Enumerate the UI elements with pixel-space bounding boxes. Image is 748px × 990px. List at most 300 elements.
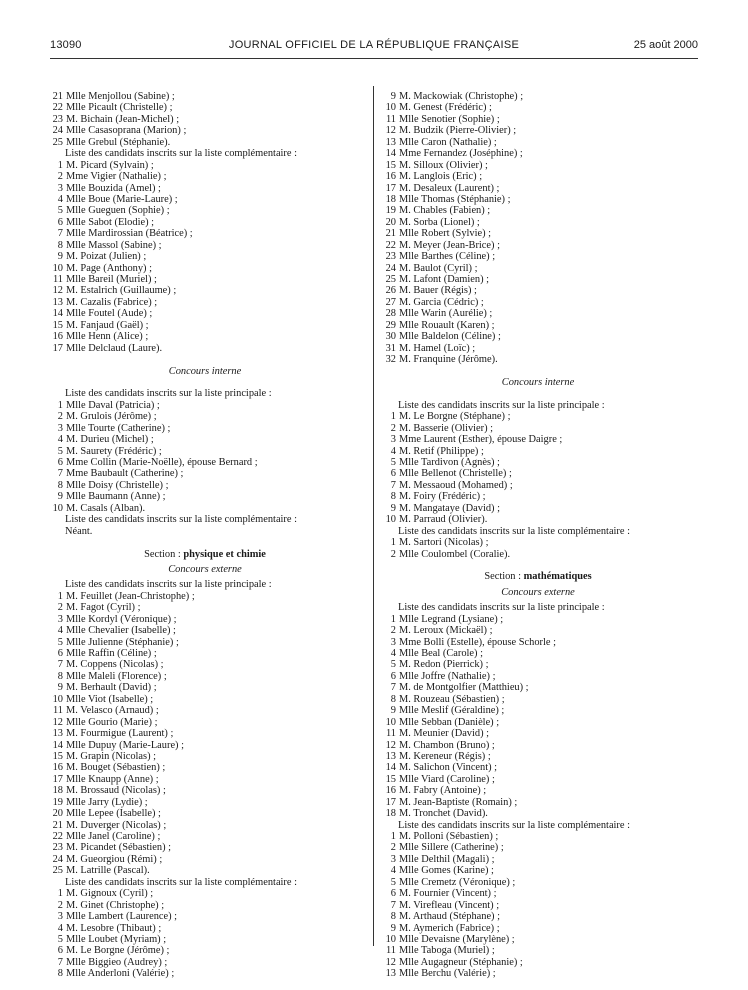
entry-rank: 12 — [52, 716, 63, 728]
candidate-entry — [383, 228, 693, 239]
candidate-name: Mlle Cremetz (Véronique) ; — [399, 876, 516, 888]
candidate-entry — [50, 740, 360, 751]
candidate-entry — [50, 911, 360, 922]
entry-rank: 18 — [52, 785, 63, 797]
entry-rank: 6 — [57, 457, 63, 468]
candidate-entry — [50, 171, 360, 182]
candidate-name: M. Fabry (Antoine) ; — [399, 785, 487, 797]
entry-rank: 22 — [385, 239, 396, 251]
entry-rank: 4 — [57, 193, 63, 205]
candidate-entry — [50, 625, 360, 636]
entry-rank: 5 — [390, 457, 396, 468]
competition-heading: Concours externe — [501, 586, 575, 598]
entry-rank: 2 — [390, 625, 396, 637]
candidate-entry — [50, 591, 360, 602]
candidate-name: M. Baulot (Cyril) ; — [399, 262, 478, 274]
candidate-entry — [383, 183, 693, 194]
entry-rank: 8 — [57, 968, 63, 980]
candidate-entry — [50, 491, 360, 502]
candidate-name: Mlle Anderloni (Valérie) ; — [66, 968, 175, 980]
candidate-name: M. Gueorgiou (Rémi) ; — [66, 853, 163, 865]
candidate-name: M. Grapin (Nicolas) ; — [66, 750, 157, 762]
candidate-name: M. Chables (Fabien) ; — [399, 205, 491, 217]
entry-rank: 3 — [390, 636, 396, 648]
candidate-name: Mlle Lepee (Isabelle) ; — [66, 808, 161, 820]
candidate-name: Mlle Viot (Isabelle) ; — [66, 693, 154, 705]
candidate-name: Mlle Coulombel (Coralie). — [399, 548, 511, 560]
candidate-entry — [383, 549, 693, 560]
entry-rank: 7 — [57, 659, 63, 671]
candidate-name: Mme Laurent (Esther), épouse Daigre ; — [399, 434, 563, 446]
entry-rank: 6 — [390, 888, 396, 900]
entry-rank: 6 — [390, 468, 396, 480]
entry-rank: 10 — [52, 693, 63, 705]
entry-rank: 9 — [57, 251, 63, 263]
entry-rank: 1 — [57, 159, 63, 171]
candidate-entry — [383, 354, 693, 365]
entry-rank: 4 — [390, 865, 396, 877]
entry-rank: 8 — [57, 239, 63, 251]
candidate-entry — [50, 228, 360, 239]
candidate-name: M. Fourmigue (Laurent) ; — [66, 728, 174, 740]
candidate-entry — [383, 423, 693, 434]
candidate-name: M. Ginet (Christophe) ; — [66, 899, 165, 911]
candidate-entry — [383, 331, 693, 342]
candidate-name: M. Coppens (Nicolas) ; — [66, 659, 164, 671]
candidate-name: M. Gignoux (Cyril) ; — [66, 888, 154, 900]
candidate-name: Mlle Thomas (Stéphanie) ; — [399, 193, 511, 205]
entry-rank: 10 — [385, 514, 396, 526]
entry-rank: 15 — [52, 319, 63, 331]
candidate-entry — [50, 251, 360, 262]
candidate-entry — [50, 648, 360, 659]
candidate-entry — [50, 274, 360, 285]
entry-rank: 3 — [57, 911, 63, 923]
candidate-entry — [383, 694, 693, 705]
candidate-entry — [50, 888, 360, 899]
entry-rank: 1 — [57, 888, 63, 900]
entry-rank: 7 — [390, 479, 396, 491]
candidate-name: Mlle Janel (Caroline) ; — [66, 831, 161, 842]
candidate-name: Mlle Caron (Nathalie) ; — [399, 136, 497, 148]
entry-rank: 17 — [52, 342, 63, 354]
candidate-name: Mlle Sillere (Catherine) ; — [399, 842, 504, 854]
candidate-name: Mlle Delclaud (Laure). — [66, 342, 163, 354]
entry-rank: 2 — [57, 171, 63, 183]
candidate-name: M. Retif (Philippe) ; — [399, 445, 484, 457]
entry-rank: 22 — [52, 831, 63, 842]
candidate-name: Mme Baubault (Catherine) ; — [66, 468, 184, 480]
candidate-name: Mlle Menjollou (Sabine) ; — [66, 91, 175, 102]
entry-rank: 5 — [57, 636, 63, 648]
candidate-entry — [50, 717, 360, 728]
candidate-name: Mlle Rouault (Karen) ; — [399, 319, 495, 331]
entry-rank: 17 — [385, 796, 396, 808]
candidate-entry — [50, 411, 360, 422]
candidate-entry — [383, 842, 693, 853]
entry-rank: 9 — [57, 682, 63, 694]
entry-rank: 20 — [52, 808, 63, 820]
candidate-entry — [50, 217, 360, 228]
candidate-entry — [50, 160, 360, 171]
entry-rank: 5 — [57, 445, 63, 457]
candidate-name: Mlle Raffin (Céline) ; — [66, 648, 157, 659]
candidate-entry — [383, 682, 693, 693]
publication-date: 25 août 2000 — [633, 39, 698, 51]
candidate-entry — [50, 762, 360, 773]
candidate-entry — [50, 614, 360, 625]
section-name: physique et chimie — [183, 548, 266, 560]
entry-rank: 5 — [390, 659, 396, 671]
candidate-name: Mlle Knaupp (Anne) ; — [66, 773, 159, 785]
candidate-entry — [50, 842, 360, 853]
candidate-name: M. Berhault (David) ; — [66, 682, 157, 694]
entry-rank: 8 — [390, 911, 396, 923]
entry-rank: 12 — [385, 125, 396, 137]
entry-rank: 17 — [385, 182, 396, 194]
candidate-name: M. Durieu (Michel) ; — [66, 434, 154, 446]
candidate-entry — [383, 194, 693, 205]
candidate-entry — [50, 331, 360, 342]
section-label: Section : — [144, 548, 184, 560]
candidate-name: M. Page (Anthony) ; — [66, 262, 153, 274]
candidate-name: M. Chambon (Bruno) ; — [399, 739, 495, 751]
candidate-name: M. Casals (Alban). — [66, 502, 146, 514]
entry-rank: 6 — [390, 670, 396, 682]
candidate-name: M. Arthaud (Stéphane) ; — [399, 911, 500, 923]
candidate-entry — [50, 102, 360, 113]
candidate-name: Mlle Massol (Sabine) ; — [66, 239, 162, 251]
candidate-entry — [50, 865, 360, 876]
entry-rank: 9 — [57, 491, 63, 503]
candidate-entry — [383, 468, 693, 479]
header-rule — [50, 58, 698, 59]
candidate-entry — [50, 831, 360, 842]
candidate-name: M. Fagot (Cyril) ; — [66, 602, 141, 614]
candidate-entry — [50, 194, 360, 205]
entry-rank: 1 — [57, 590, 63, 602]
entry-rank: 24 — [385, 262, 396, 274]
candidate-name: Mlle Chevalier (Isabelle) ; — [66, 625, 176, 637]
entry-rank: 10 — [385, 716, 396, 728]
entry-rank: 4 — [57, 625, 63, 637]
entry-rank: 2 — [57, 899, 63, 911]
candidate-name: Mlle Taboga (Muriel) ; — [399, 945, 495, 957]
candidate-entry — [50, 934, 360, 945]
candidate-name: Mlle Gourio (Marie) ; — [66, 716, 158, 728]
candidate-entry — [50, 400, 360, 411]
candidate-name: M. Poizat (Julien) ; — [66, 251, 147, 263]
candidate-entry — [50, 854, 360, 865]
entry-rank: 7 — [390, 899, 396, 911]
entry-rank: 19 — [385, 205, 396, 217]
candidate-name: M. Desaleux (Laurent) ; — [399, 182, 500, 194]
candidate-name: M. Latrille (Pascal). — [66, 865, 150, 877]
candidate-entry — [383, 343, 693, 354]
candidate-entry — [50, 751, 360, 762]
entry-rank: 23 — [52, 113, 63, 125]
candidate-name: M. Bichain (Jean-Michel) ; — [66, 113, 180, 125]
candidate-name: M. Messaoud (Mohamed) ; — [399, 479, 513, 491]
candidate-entry — [383, 911, 693, 922]
candidate-entry — [50, 945, 360, 956]
entry-rank: 14 — [385, 762, 396, 774]
candidate-entry — [50, 91, 360, 102]
list-heading: Liste des candidats inscrits sur la liste complémentaire : — [398, 819, 630, 831]
entry-rank: 10 — [52, 262, 63, 274]
candidate-name: M. Picard (Sylvain) ; — [66, 159, 154, 171]
candidate-name: M. Leroux (Mickaël) ; — [399, 625, 493, 637]
candidate-name: Mlle Mardirossian (Béatrice) ; — [66, 228, 193, 240]
entry-rank: 21 — [52, 819, 63, 831]
candidate-entry — [383, 217, 693, 228]
candidate-entry — [50, 285, 360, 296]
entry-rank: 24 — [52, 853, 63, 865]
candidate-entry — [383, 411, 693, 422]
candidate-name: M. Lafont (Damien) ; — [399, 274, 490, 285]
spacer — [50, 377, 360, 388]
candidate-name: Mlle Bouzida (Amel) ; — [66, 182, 161, 194]
candidate-name: M. Foiry (Frédéric) ; — [399, 491, 486, 503]
list-heading: Liste des candidats inscrits sur la liste complémentaire : — [65, 876, 297, 888]
list-heading: Liste des candidats inscrits sur la liste principale : — [65, 579, 272, 591]
candidate-entry — [383, 320, 693, 331]
entry-rank: 15 — [52, 750, 63, 762]
candidate-name: M. Fournier (Vincent) ; — [399, 888, 497, 900]
candidate-entry — [383, 797, 693, 808]
candidate-entry — [383, 537, 693, 548]
candidate-entry — [383, 705, 693, 716]
candidate-name: M. Franquine (Jérôme). — [399, 354, 498, 366]
candidate-name: M. Hamel (Loïc) ; — [399, 342, 476, 354]
candidate-entry — [50, 446, 360, 457]
entry-rank: 6 — [57, 945, 63, 957]
list-heading: Liste des candidats inscrits sur la liste complémentaire : — [65, 514, 297, 526]
candidate-name: Mlle Joffre (Nathalie) ; — [399, 670, 496, 682]
entry-rank: 4 — [57, 922, 63, 934]
candidate-entry — [50, 637, 360, 648]
candidate-name: Mlle Lambert (Laurence) ; — [66, 911, 178, 923]
candidate-entry — [383, 945, 693, 956]
candidate-name: Mlle Gomes (Karine) ; — [399, 865, 494, 877]
spacer — [383, 366, 693, 377]
section-label: Section : — [484, 571, 524, 583]
candidate-entry — [50, 774, 360, 785]
candidate-entry — [383, 659, 693, 670]
candidate-name: Mlle Warin (Aurélie) ; — [399, 308, 493, 320]
candidate-entry — [50, 125, 360, 136]
candidate-entry — [383, 446, 693, 457]
candidate-name: M. Aymerich (Fabrice) ; — [399, 922, 500, 934]
entry-rank: 1 — [390, 831, 396, 842]
entry-rank: 3 — [57, 613, 63, 625]
entry-rank: 1 — [390, 411, 396, 423]
candidate-entry — [50, 602, 360, 613]
entry-rank: 6 — [57, 648, 63, 659]
entry-rank: 23 — [385, 251, 396, 263]
entry-rank: 7 — [57, 228, 63, 240]
candidate-entry — [50, 923, 360, 934]
entry-rank: 27 — [385, 296, 396, 308]
entry-rank: 12 — [385, 739, 396, 751]
entry-rank: 25 — [385, 274, 396, 285]
entry-rank: 30 — [385, 331, 396, 343]
candidate-entry — [383, 503, 693, 514]
candidate-name: M. Meyer (Jean-Brice) ; — [399, 239, 500, 251]
entry-rank: 14 — [385, 148, 396, 160]
candidate-entry — [383, 205, 693, 216]
candidate-entry — [383, 148, 693, 159]
candidate-entry — [383, 774, 693, 785]
candidate-entry — [383, 637, 693, 648]
candidate-entry — [383, 648, 693, 659]
candidate-entry — [50, 785, 360, 796]
candidate-name: M. Polloni (Sébastien) ; — [399, 831, 499, 842]
candidate-name: Mlle Biggieo (Audrey) ; — [66, 956, 168, 968]
candidate-name: Mlle Augagneur (Stéphanie) ; — [399, 956, 523, 968]
entry-rank: 22 — [52, 102, 63, 114]
candidate-name: M. Lesobre (Thibaut) ; — [66, 922, 162, 934]
candidate-entry — [383, 808, 693, 819]
candidate-name: M. Rouzeau (Sébastien) ; — [399, 693, 505, 705]
candidate-entry — [383, 125, 693, 136]
entry-rank: 28 — [385, 308, 396, 320]
candidate-entry — [50, 671, 360, 682]
entry-rank: 12 — [385, 956, 396, 968]
candidate-entry — [383, 865, 693, 876]
candidate-entry — [50, 468, 360, 479]
candidate-entry — [383, 923, 693, 934]
candidate-entry — [50, 682, 360, 693]
candidate-name: Mlle Berchu (Valérie) ; — [399, 968, 496, 980]
candidate-entry — [383, 854, 693, 865]
entry-rank: 9 — [390, 705, 396, 717]
candidate-entry — [383, 263, 693, 274]
entry-rank: 8 — [390, 491, 396, 503]
candidate-name: M. Fanjaud (Gaël) ; — [66, 319, 149, 331]
spacer — [383, 560, 693, 571]
candidate-entry — [383, 762, 693, 773]
candidate-entry — [383, 480, 693, 491]
candidate-entry — [383, 785, 693, 796]
candidate-entry — [383, 491, 693, 502]
candidate-name: M. Parraud (Olivier). — [399, 514, 488, 526]
competition-heading: Concours interne — [168, 365, 242, 377]
candidate-entry — [50, 423, 360, 434]
candidate-entry — [50, 694, 360, 705]
candidate-name: Mlle Baldelon (Céline) ; — [399, 331, 501, 343]
entry-rank: 2 — [390, 842, 396, 854]
entry-rank: 11 — [385, 113, 396, 125]
candidate-entry — [383, 514, 693, 525]
entry-rank: 1 — [390, 613, 396, 625]
candidate-name: Mlle Jarry (Lydie) ; — [66, 796, 148, 808]
entry-rank: 26 — [385, 285, 396, 297]
candidate-name: Mlle Dupuy (Marie-Laure) ; — [66, 739, 185, 751]
section-name: mathématiques — [523, 571, 592, 583]
entry-rank: 3 — [57, 422, 63, 434]
candidate-name: Mlle Devaisne (Marylène) ; — [399, 933, 515, 945]
entry-rank: 17 — [52, 773, 63, 785]
candidate-name: Mlle Maleli (Florence) ; — [66, 670, 167, 682]
entry-rank: 21 — [52, 91, 63, 102]
candidate-name: M. Redon (Pierrick) ; — [399, 659, 489, 671]
journal-title: JOURNAL OFFICIEL DE LA RÉPUBLIQUE FRANÇAISE — [228, 39, 520, 51]
candidate-entry — [50, 705, 360, 716]
candidate-name: Mlle Delthil (Magali) ; — [399, 853, 495, 865]
entry-rank: 20 — [385, 216, 396, 228]
candidate-name: Mlle Daval (Patricia) ; — [66, 399, 160, 411]
entry-rank: 1 — [57, 399, 63, 411]
candidate-entry — [50, 205, 360, 216]
candidate-name: Mlle Kordyl (Véronique) ; — [66, 613, 177, 625]
candidate-entry — [50, 263, 360, 274]
entry-rank: 23 — [52, 842, 63, 854]
candidate-name: M. Basserie (Olivier) ; — [399, 422, 494, 434]
candidate-name: M. Mangataye (David) ; — [399, 502, 500, 514]
candidate-name: M. Bauer (Régis) ; — [399, 285, 477, 297]
candidate-entry — [383, 717, 693, 728]
candidate-name: M. Le Borgne (Jérôme) ; — [66, 945, 170, 957]
entry-rank: 4 — [390, 648, 396, 659]
candidate-entry — [383, 934, 693, 945]
candidate-name: M. Le Borgne (Stéphane) ; — [399, 411, 511, 423]
candidate-name: Mlle Bellenot (Christelle) ; — [399, 468, 512, 480]
candidate-name: Mlle Barthes (Céline) ; — [399, 251, 496, 263]
candidate-name: Mlle Tardivon (Agnès) ; — [399, 457, 500, 468]
candidate-entry — [50, 728, 360, 739]
entry-rank: 2 — [390, 422, 396, 434]
entry-rank: 11 — [385, 728, 396, 740]
candidate-entry — [383, 240, 693, 251]
candidate-name: M. Saurety (Frédéric) ; — [66, 445, 162, 457]
list-heading: Liste des candidats inscrits sur la liste principale : — [65, 388, 272, 400]
candidate-name: M. Virefleau (Vincent) ; — [399, 899, 500, 911]
candidate-name: M. Bouget (Sébastien) ; — [66, 762, 166, 774]
entry-rank: 11 — [52, 274, 63, 285]
candidate-name: M. Grulois (Jérôme) ; — [66, 411, 157, 423]
entry-rank: 18 — [385, 808, 396, 820]
candidate-entry — [50, 137, 360, 148]
entry-rank: 10 — [385, 933, 396, 945]
page-number: 13090 — [50, 39, 82, 51]
candidate-entry — [50, 659, 360, 670]
candidate-name: M. Duverger (Nicolas) ; — [66, 819, 167, 831]
list-heading: Liste des candidats inscrits sur la liste complémentaire : — [398, 525, 630, 537]
candidate-name: M. Langlois (Eric) ; — [399, 171, 483, 183]
candidate-entry — [383, 625, 693, 636]
entry-rank: 5 — [57, 933, 63, 945]
candidate-name: Mlle Tourte (Catherine) ; — [66, 422, 171, 434]
candidate-name: M. Meunier (David) ; — [399, 728, 490, 740]
candidate-name: M. Genest (Frédéric) ; — [399, 102, 492, 114]
entry-rank: 4 — [57, 434, 63, 446]
entry-rank: 9 — [390, 91, 396, 102]
candidate-name: M. Salichon (Vincent) ; — [399, 762, 498, 774]
candidate-entry — [383, 297, 693, 308]
entry-rank: 21 — [385, 228, 396, 240]
candidate-name: M. Budzik (Pierre-Olivier) ; — [399, 125, 517, 137]
candidate-name: M. de Montgolfier (Matthieu) ; — [399, 682, 529, 694]
candidate-entry — [50, 820, 360, 831]
entry-rank: 11 — [52, 705, 63, 717]
candidate-entry — [50, 240, 360, 251]
candidate-name: M. Brossaud (Nicolas) ; — [66, 785, 166, 797]
entry-rank: 24 — [52, 125, 63, 137]
entry-rank: 7 — [57, 956, 63, 968]
entry-rank: 3 — [57, 182, 63, 194]
column-divider — [373, 86, 374, 946]
